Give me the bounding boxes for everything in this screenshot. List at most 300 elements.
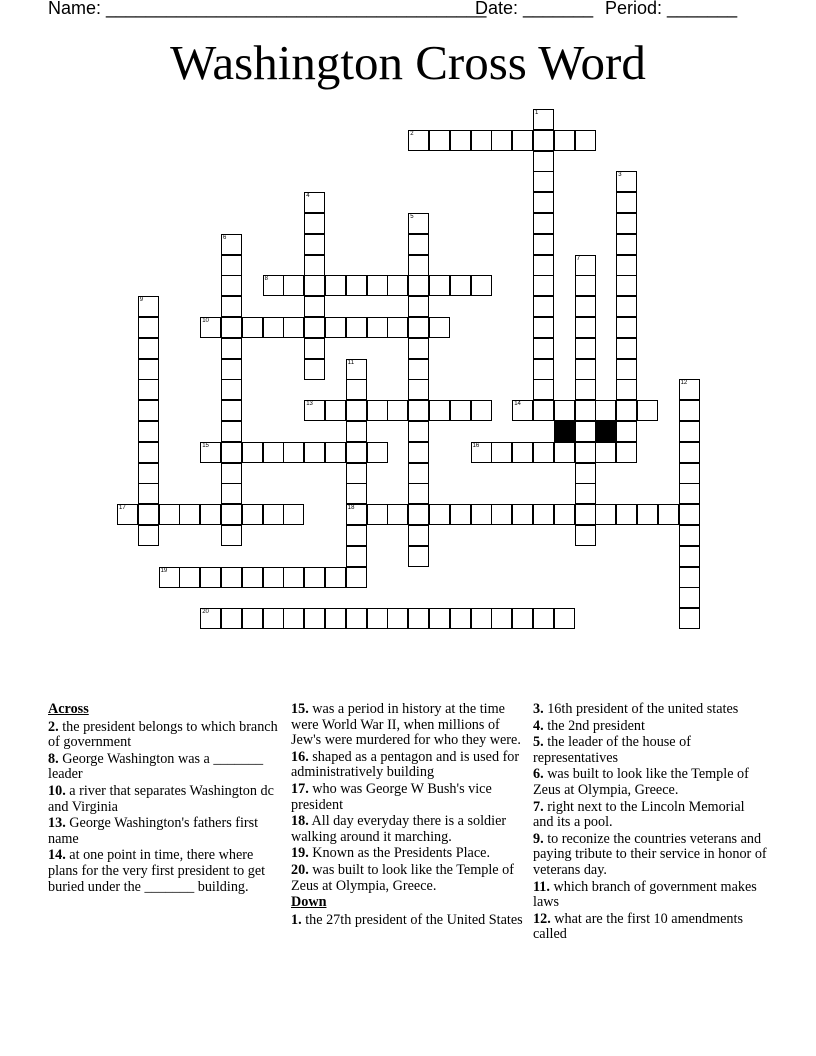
clue-text: shaped as a pentagon and is used for administratively building	[291, 748, 520, 781]
grid-cell[interactable]	[450, 608, 471, 629]
grid-cell[interactable]	[138, 504, 159, 525]
grid-cell[interactable]	[221, 296, 242, 317]
grid-cell[interactable]	[450, 400, 471, 421]
grid-cell[interactable]	[533, 109, 554, 130]
grid-cell[interactable]	[533, 400, 554, 421]
clue-number: 8.	[48, 750, 59, 767]
grid-cell[interactable]	[263, 275, 284, 296]
grid-cell[interactable]	[408, 296, 429, 317]
clue-column-3	[533, 702, 767, 944]
clue-number: 12.	[533, 910, 551, 927]
grid-cell[interactable]	[346, 442, 367, 463]
grid-cell[interactable]	[138, 296, 159, 317]
grid-cell[interactable]	[533, 379, 554, 400]
grid-cell[interactable]	[138, 421, 159, 442]
clue-text: a river that separates Washington dc and Virginia	[48, 782, 274, 815]
grid-cell[interactable]	[263, 608, 284, 629]
cell-number: 10	[202, 318, 209, 324]
grid-cell[interactable]	[679, 504, 700, 525]
grid-cell[interactable]	[616, 338, 637, 359]
grid-cell[interactable]	[554, 442, 575, 463]
grid-cell[interactable]	[304, 255, 325, 276]
grid-cell[interactable]	[138, 463, 159, 484]
cell-number: 4	[306, 193, 310, 200]
clue-number: 5.	[533, 734, 544, 751]
cell-number: 9	[139, 297, 144, 304]
grid-cell[interactable]	[575, 255, 596, 276]
grid-cell[interactable]	[471, 442, 492, 463]
grid-cell[interactable]	[408, 400, 429, 421]
grid-cell[interactable]	[367, 504, 388, 525]
grid-cell[interactable]	[283, 275, 304, 296]
down-clue-6	[533, 767, 767, 798]
grid-cell[interactable]	[512, 400, 533, 421]
grid-cell[interactable]	[283, 608, 304, 629]
grid-cell[interactable]	[408, 442, 429, 463]
grid-cell[interactable]	[346, 525, 367, 546]
grid-cell[interactable]	[616, 442, 637, 463]
grid-cell[interactable]	[512, 504, 533, 525]
grid-cell[interactable]	[471, 275, 492, 296]
grid-cell[interactable]	[575, 130, 596, 151]
grid-cell[interactable]	[575, 359, 596, 380]
cell-number: 7	[576, 255, 580, 262]
down-clue-3	[533, 702, 767, 718]
grid-cell[interactable]	[408, 608, 429, 629]
grid-cell[interactable]	[575, 379, 596, 400]
clue-text: George Washington was a _______ leader	[48, 750, 264, 783]
grid-cell[interactable]	[221, 234, 242, 255]
grid-cell[interactable]	[221, 400, 242, 421]
grid-cell[interactable]	[679, 421, 700, 442]
cell-number: 17	[119, 505, 126, 512]
period-field[interactable]: Period: _______	[605, 0, 738, 18]
grid-cell[interactable]	[491, 442, 512, 463]
cell-number: 13	[306, 401, 313, 408]
grid-cell[interactable]	[533, 296, 554, 317]
grid-cell[interactable]	[408, 275, 429, 296]
grid-cell[interactable]	[242, 504, 263, 525]
grid-cell[interactable]	[346, 463, 367, 484]
grid-cell[interactable]	[200, 567, 221, 588]
grid-cell[interactable]	[491, 608, 512, 629]
clue-text: the president belongs to which branch of government	[48, 718, 278, 751]
across-clue-2	[48, 720, 282, 751]
grid-cell[interactable]	[533, 192, 554, 213]
clue-number: 13.	[48, 815, 66, 832]
grid-cell[interactable]	[325, 317, 346, 338]
name-field[interactable]: Name: ______________________________________	[48, 0, 487, 18]
grid-cell[interactable]	[325, 608, 346, 629]
grid-cell[interactable]	[138, 525, 159, 546]
grid-cell[interactable]	[471, 504, 492, 525]
grid-cell[interactable]	[408, 317, 429, 338]
grid-cell[interactable]	[408, 213, 429, 234]
clue-text: what are the first 10 amendments called	[533, 910, 743, 943]
grid-cell[interactable]	[491, 504, 512, 525]
grid-cell[interactable]	[616, 255, 637, 276]
grid-cell[interactable]	[616, 379, 637, 400]
down-clue-12	[533, 912, 767, 943]
clue-number: 9.	[533, 830, 544, 847]
down-heading: Down	[291, 894, 327, 911]
grid-cell[interactable]	[346, 421, 367, 442]
grid-cell[interactable]	[408, 463, 429, 484]
cell-number: 20	[202, 609, 209, 616]
grid-cell[interactable]	[533, 608, 554, 629]
grid-cell[interactable]	[367, 275, 388, 296]
grid-cell[interactable]	[242, 442, 263, 463]
clue-number: 6.	[533, 766, 544, 783]
grid-cell[interactable]	[616, 171, 637, 192]
grid-cell[interactable]	[616, 296, 637, 317]
grid-cell[interactable]	[429, 317, 450, 338]
cell-number: 6	[223, 234, 227, 241]
clue-number: 15.	[291, 701, 309, 717]
grid-cell[interactable]	[575, 504, 596, 525]
clue-text: was a period in history at the time were World War II, when millions of Jew's were murdered for who they were.	[291, 701, 521, 749]
grid-cell[interactable]	[138, 379, 159, 400]
grid-cell[interactable]	[533, 442, 554, 463]
across-clue-16	[291, 750, 525, 781]
clue-text: was built to look like the Temple of Zeus at Olympia, Greece.	[291, 861, 514, 894]
grid-cell[interactable]	[283, 442, 304, 463]
across-clue-8	[48, 752, 282, 783]
grid-cell[interactable]	[304, 317, 325, 338]
grid-cell[interactable]	[533, 213, 554, 234]
clue-text: the 27th president of the United States	[305, 911, 523, 928]
grid-cell[interactable]	[658, 504, 679, 525]
grid-cell[interactable]	[221, 255, 242, 276]
grid-cell[interactable]	[200, 442, 221, 463]
grid-cell[interactable]	[575, 525, 596, 546]
grid-cell[interactable]	[679, 567, 700, 588]
clue-number: 2.	[48, 718, 59, 735]
grid-cell[interactable]	[304, 275, 325, 296]
grid-cell[interactable]	[304, 400, 325, 421]
grid-cell[interactable]	[387, 608, 408, 629]
grid-cell[interactable]	[200, 504, 221, 525]
grid-cell[interactable]	[679, 483, 700, 504]
grid-cell[interactable]	[429, 275, 450, 296]
clue-number: 7.	[533, 798, 544, 815]
grid-cell[interactable]	[346, 567, 367, 588]
grid-cell[interactable]	[679, 587, 700, 608]
grid-cell[interactable]	[450, 275, 471, 296]
clue-text: the 2nd president	[547, 717, 645, 734]
grid-cell[interactable]	[554, 504, 575, 525]
grid-cell[interactable]	[429, 504, 450, 525]
down-clue-4	[533, 719, 767, 735]
grid-cell[interactable]	[242, 567, 263, 588]
grid-cell[interactable]	[679, 546, 700, 567]
grid-cell[interactable]	[304, 234, 325, 255]
date-field[interactable]: Date: _______	[475, 0, 594, 18]
across-clue-15	[291, 702, 525, 749]
grid-cell[interactable]	[533, 359, 554, 380]
grid-cell[interactable]	[325, 567, 346, 588]
grid-cell[interactable]	[283, 317, 304, 338]
grid-cell[interactable]	[221, 483, 242, 504]
grid-cell[interactable]	[242, 317, 263, 338]
grid-cell[interactable]	[616, 400, 637, 421]
clue-number: 10.	[48, 782, 66, 799]
grid-cell[interactable]	[346, 546, 367, 567]
grid-cell[interactable]	[179, 504, 200, 525]
grid-cell[interactable]	[200, 317, 221, 338]
grid-cell[interactable]	[325, 442, 346, 463]
grid-cell[interactable]	[533, 234, 554, 255]
grid-cell[interactable]	[575, 317, 596, 338]
grid-cell[interactable]	[304, 567, 325, 588]
across-clue-13	[48, 816, 282, 847]
grid-cell[interactable]	[679, 442, 700, 463]
across-heading: Across	[48, 701, 89, 717]
grid-cell[interactable]	[575, 463, 596, 484]
grid-cell[interactable]	[346, 359, 367, 380]
across-clue-10	[48, 784, 282, 815]
clue-text: right next to the Lincoln Memorial and its a pool.	[533, 798, 745, 831]
grid-cell[interactable]	[304, 296, 325, 317]
clue-text: George Washington's fathers first name	[48, 815, 259, 847]
clue-number: 4.	[533, 717, 544, 734]
clue-number: 3.	[533, 701, 544, 717]
grid-cell[interactable]	[304, 213, 325, 234]
grid-cell[interactable]	[616, 421, 637, 442]
cell-number: 18	[347, 505, 355, 512]
grid-cell[interactable]	[408, 525, 429, 546]
cell-number: 14	[514, 401, 521, 408]
grid-cell[interactable]	[575, 400, 596, 421]
grid-cell[interactable]	[200, 608, 221, 629]
grid-cell[interactable]	[325, 275, 346, 296]
grid-cell[interactable]	[283, 567, 304, 588]
grid-cell[interactable]	[346, 483, 367, 504]
grid-cell[interactable]	[408, 130, 429, 151]
grid-cell[interactable]	[637, 400, 658, 421]
grid-cell[interactable]	[221, 567, 242, 588]
grid-cell[interactable]	[387, 275, 408, 296]
grid-cell[interactable]	[263, 567, 284, 588]
grid-cell[interactable]	[138, 338, 159, 359]
grid-cell[interactable]	[408, 338, 429, 359]
cell-number: 2	[410, 130, 414, 137]
grid-cell[interactable]	[367, 400, 388, 421]
grid-cell[interactable]	[138, 483, 159, 504]
grid-cell[interactable]	[221, 463, 242, 484]
grid-cell[interactable]	[429, 400, 450, 421]
grid-cell[interactable]	[367, 608, 388, 629]
grid-cell[interactable]	[159, 504, 180, 525]
grid-cell[interactable]	[325, 400, 346, 421]
clue-number: 16.	[291, 748, 309, 765]
grid-cell[interactable]	[450, 504, 471, 525]
grid-cell[interactable]	[367, 442, 388, 463]
grid-cell[interactable]	[242, 608, 263, 629]
clue-number: 1.	[291, 911, 302, 928]
clue-column-1	[48, 702, 282, 896]
grid-cell[interactable]	[616, 234, 637, 255]
across-clue-17	[291, 782, 525, 813]
grid-cell[interactable]	[179, 567, 200, 588]
grid-cell[interactable]	[554, 608, 575, 629]
grid-cell[interactable]	[138, 442, 159, 463]
grid-cell[interactable]	[221, 421, 242, 442]
cell-number: 1	[535, 110, 539, 116]
grid-cell[interactable]	[679, 608, 700, 629]
grid-cell[interactable]	[575, 338, 596, 359]
grid-cell[interactable]	[304, 608, 325, 629]
grid-cell[interactable]	[304, 359, 325, 380]
grid-cell[interactable]	[138, 359, 159, 380]
clue-text: at one point in time, there where plans for the very first president to get buried under the _______ building.	[48, 847, 266, 895]
clue-number: 14.	[48, 847, 66, 864]
grid-cell[interactable]	[346, 317, 367, 338]
grid-cell[interactable]	[346, 275, 367, 296]
grid-cell[interactable]	[533, 255, 554, 276]
grid-cell[interactable]	[471, 400, 492, 421]
cell-number: 3	[618, 172, 622, 179]
grid-cell[interactable]	[408, 483, 429, 504]
grid-cell[interactable]	[346, 504, 367, 525]
grid-cell[interactable]	[304, 442, 325, 463]
clue-text: All day everyday there is a soldier walking around it marching.	[291, 813, 507, 845]
grid-cell[interactable]	[595, 400, 616, 421]
grid-cell[interactable]	[408, 421, 429, 442]
down-clue-5	[533, 735, 767, 766]
clue-number: 19.	[291, 845, 309, 862]
across-clue-20	[291, 863, 525, 894]
grid-cell[interactable]	[616, 213, 637, 234]
grid-cell[interactable]	[387, 400, 408, 421]
grid-cell[interactable]	[575, 442, 596, 463]
grid-cell[interactable]	[138, 317, 159, 338]
grid-cell[interactable]	[263, 317, 284, 338]
down-clue-9	[533, 832, 767, 879]
grid-cell[interactable]	[408, 546, 429, 567]
across-clue-19	[291, 846, 525, 862]
grid-cell[interactable]	[221, 317, 242, 338]
grid-cell[interactable]	[283, 504, 304, 525]
grid-cell[interactable]	[616, 317, 637, 338]
grid-cell[interactable]	[679, 400, 700, 421]
grid-cell[interactable]	[533, 504, 554, 525]
grid-cell[interactable]	[429, 130, 450, 151]
clue-text: who was George W Bush's vice president	[291, 780, 492, 813]
grid-cell[interactable]	[159, 567, 180, 588]
cell-number: 19	[160, 567, 168, 574]
grid-cell[interactable]	[512, 442, 533, 463]
grid-cell[interactable]	[471, 130, 492, 151]
grid-cell[interactable]	[595, 442, 616, 463]
grid-cell[interactable]	[221, 608, 242, 629]
clue-number: 11.	[533, 878, 550, 895]
grid-cell[interactable]	[304, 192, 325, 213]
grid-cell[interactable]	[595, 504, 616, 525]
grid-cell[interactable]	[408, 255, 429, 276]
grid-cell[interactable]	[429, 608, 450, 629]
down-clue-11	[533, 880, 767, 911]
grid-cell[interactable]	[575, 483, 596, 504]
clue-number: 17.	[291, 780, 309, 797]
grid-cell[interactable]	[679, 525, 700, 546]
grid-cell[interactable]	[512, 130, 533, 151]
grid-cell[interactable]	[221, 525, 242, 546]
grid-cell[interactable]	[554, 130, 575, 151]
grid-cell[interactable]	[221, 275, 242, 296]
grid-cell[interactable]	[533, 130, 554, 151]
grid-cell[interactable]	[408, 379, 429, 400]
cell-number: 12	[680, 380, 688, 387]
grid-cell[interactable]	[533, 338, 554, 359]
cell-number: 11	[347, 359, 355, 366]
clue-text: was built to look like the Temple of Zeus at Olympia, Greece.	[533, 766, 749, 798]
grid-cell[interactable]	[408, 504, 429, 525]
grid-cell[interactable]	[575, 296, 596, 317]
black-cell	[554, 421, 575, 442]
down-clue-7	[533, 800, 767, 831]
grid-cell[interactable]	[221, 338, 242, 359]
clue-text: which branch of government makes laws	[533, 878, 757, 911]
black-cell	[595, 421, 616, 442]
grid-cell[interactable]	[367, 317, 388, 338]
clue-text: the leader of the house of representatives	[533, 734, 691, 766]
grid-cell[interactable]	[346, 608, 367, 629]
grid-cell[interactable]	[117, 504, 138, 525]
grid-cell[interactable]	[679, 379, 700, 400]
grid-cell[interactable]	[450, 130, 471, 151]
grid-cell[interactable]	[533, 317, 554, 338]
clue-number: 18.	[291, 813, 309, 830]
grid-cell[interactable]	[346, 379, 367, 400]
cell-number: 8	[264, 276, 268, 283]
grid-cell[interactable]	[263, 504, 284, 525]
grid-cell[interactable]	[138, 400, 159, 421]
cell-number: 5	[410, 214, 414, 220]
grid-cell[interactable]	[408, 359, 429, 380]
grid-cell[interactable]	[616, 275, 637, 296]
across-clue-14	[48, 848, 282, 895]
cell-number: 16	[472, 442, 480, 449]
grid-cell[interactable]	[346, 400, 367, 421]
grid-cell[interactable]	[221, 504, 242, 525]
grid-cell[interactable]	[408, 234, 429, 255]
grid-cell[interactable]	[221, 379, 242, 400]
grid-cell[interactable]	[575, 421, 596, 442]
grid-cell[interactable]	[387, 317, 408, 338]
grid-cell[interactable]	[263, 442, 284, 463]
grid-cell[interactable]	[387, 504, 408, 525]
grid-cell[interactable]	[554, 400, 575, 421]
grid-cell[interactable]	[533, 171, 554, 192]
grid-cell[interactable]	[512, 608, 533, 629]
grid-cell[interactable]	[616, 359, 637, 380]
grid-cell[interactable]	[616, 192, 637, 213]
grid-cell[interactable]	[679, 463, 700, 484]
grid-cell[interactable]	[616, 504, 637, 525]
grid-cell[interactable]	[491, 130, 512, 151]
grid-cell[interactable]	[471, 608, 492, 629]
grid-cell[interactable]	[637, 504, 658, 525]
clue-text: to reconize the countries veterans and paying tribute to their service in honor of veterans day.	[533, 830, 767, 878]
grid-cell[interactable]	[221, 442, 242, 463]
grid-cell[interactable]	[304, 338, 325, 359]
page-title: Washington Cross Word	[170, 35, 646, 90]
grid-cell[interactable]	[533, 151, 554, 172]
grid-cell[interactable]	[221, 359, 242, 380]
grid-cell[interactable]	[533, 275, 554, 296]
grid-cell[interactable]	[575, 275, 596, 296]
